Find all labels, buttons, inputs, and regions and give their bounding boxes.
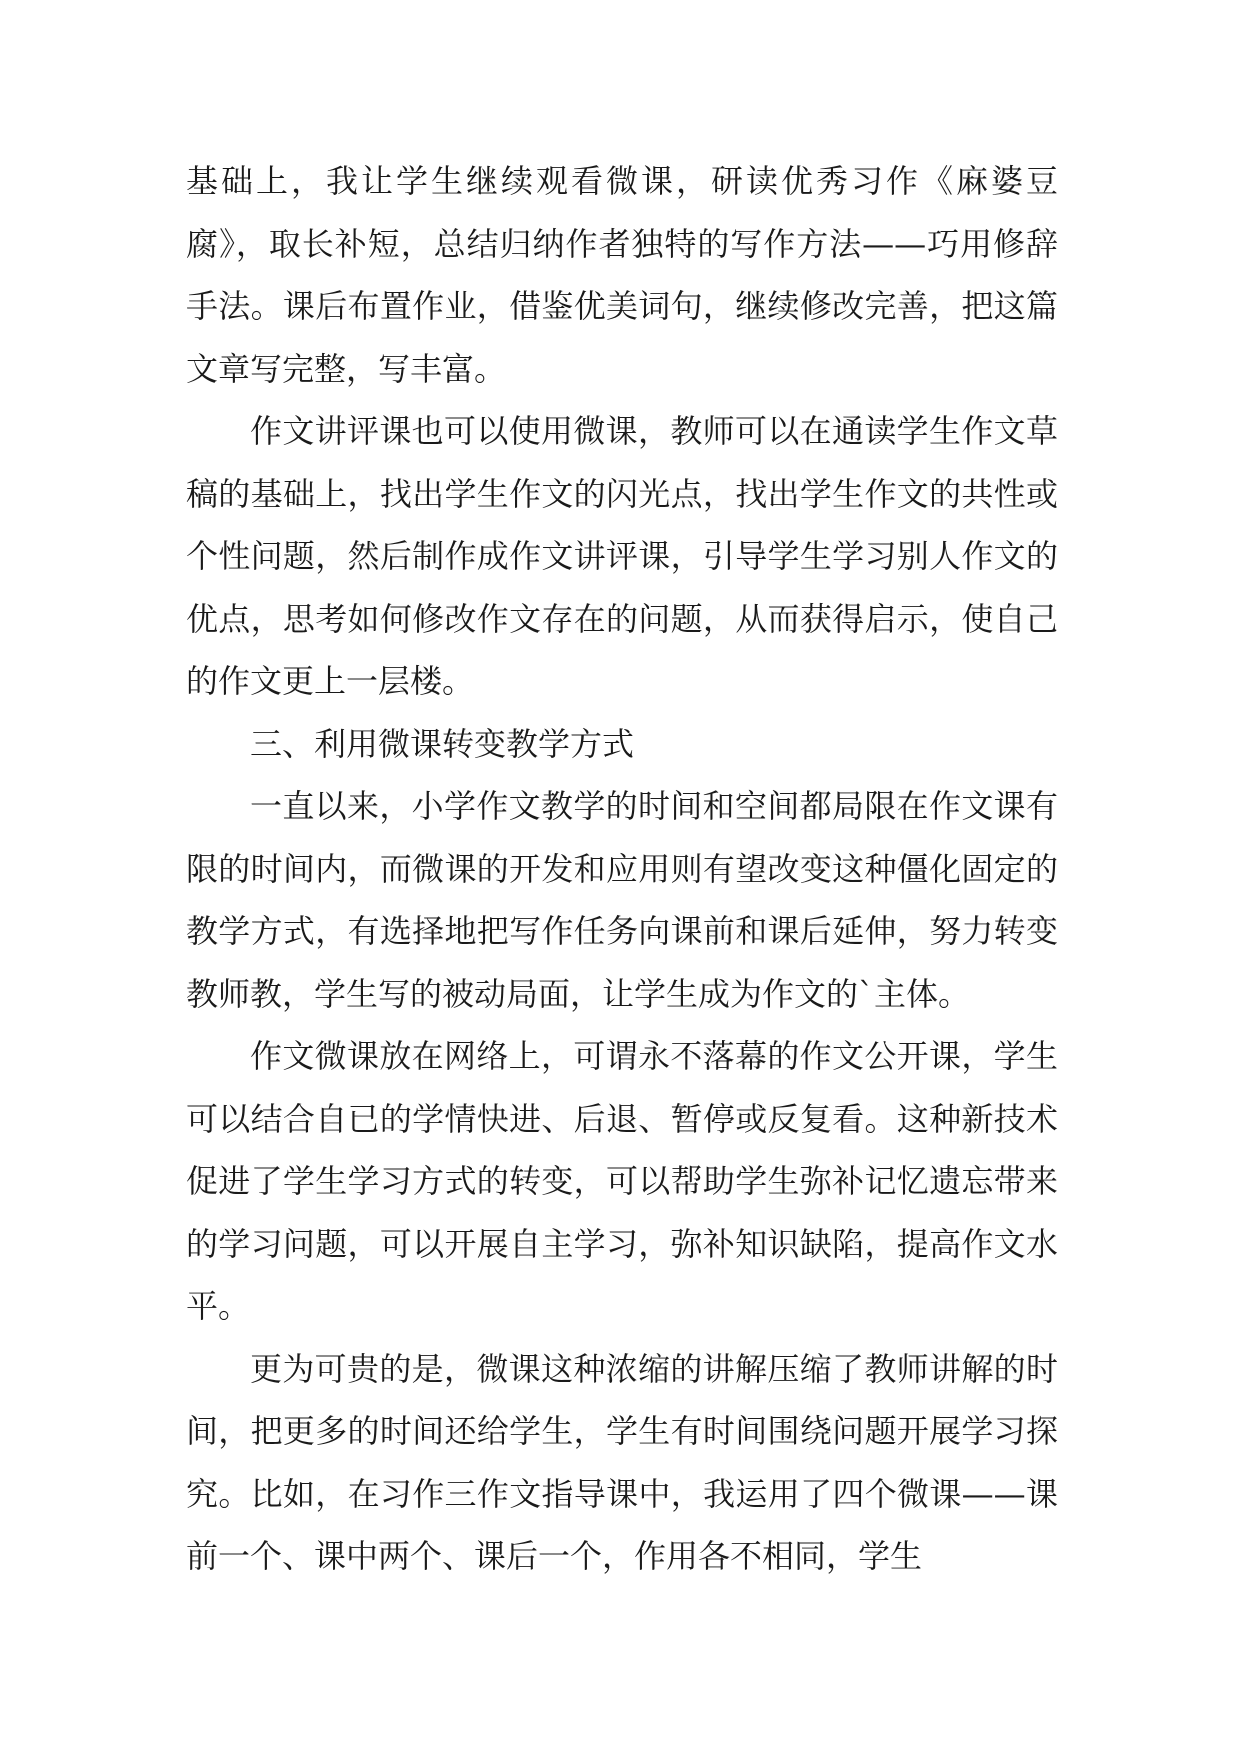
paragraph: 更为可贵的是，微课这种浓缩的讲解压缩了教师讲解的时间，把更多的时间还给学生，学生有时间围绕问题开展学习探究。比如，在习作三作文指导课中，我运用了四个微课——课前一个、课中两个、课后一个，作用各不相同，学生 [186,1349,1058,1575]
paragraph-continuation: 基础上，我让学生继续观看微课，研读优秀习作《麻婆豆腐》，取长补短，总结归纳作者独特的写作方法——巧用修辞手法。课后布置作业，借鉴优美词句，继续修改完善，把这篇文章写完整，写丰富。 [186,162,1058,388]
paragraph: 作文讲评课也可以使用微课，教师可以在通读学生作文草稿的基础上，找出学生作文的闪光点，找出学生作文的共性或个性问题，然后制作成作文讲评课，引导学生学习别人作文的优点，思考如何修改作文存在的问题，从而获得启示，使自己的作文更上一层楼。 [186,412,1058,700]
paragraph: 作文微课放在网络上，可谓永不落幕的作文公开课，学生可以结合自已的学情快进、后退、暂停或反复看。这种新技术促进了学生学习方式的转变，可以帮助学生弥补记忆遗忘带来的学习问题，可以开展自主学习，弥补知识缺陷，提高作文水平。 [186,1037,1058,1325]
document-body [186,150,1058,1588]
paragraph: 一直以来，小学作文教学的时间和空间都局限在作文课有限的时间内，而微课的开发和应用则有望改变这种僵化固定的教学方式，有选择地把写作任务向课前和课后延伸，努力转变教师教，学生写的被动局面，让学生成为作文的`主体。 [186,787,1058,1013]
section-heading: 三、利用微课转变教学方式 [250,724,635,763]
